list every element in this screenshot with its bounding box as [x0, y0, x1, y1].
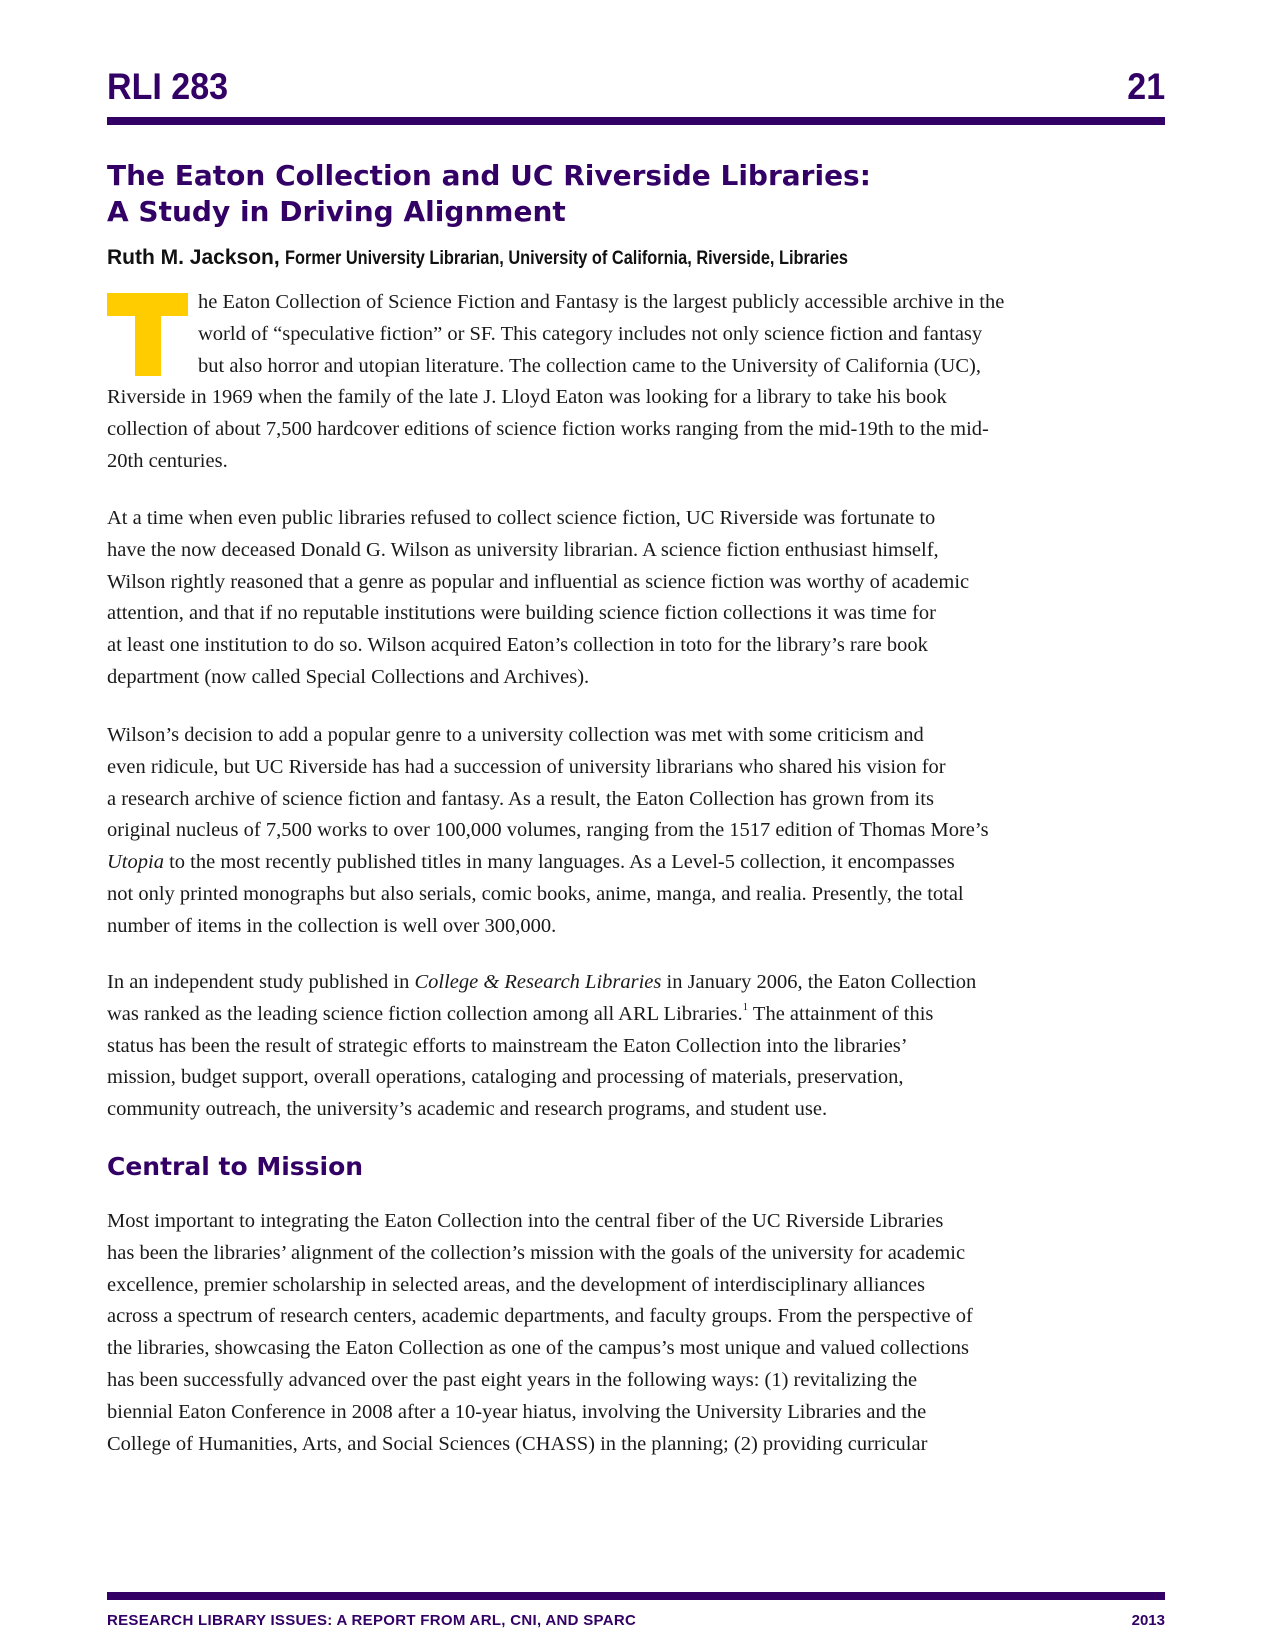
text-line: Wilson rightly reasoned that a genre as popular and influential as science fiction was worthy of academic [107, 570, 970, 593]
text-line: Wilson’s decision to add a popular genre to a university collection was met with some criticism and [107, 724, 924, 746]
text-line: At a time when even public libraries refused to collect science fiction, UC Riverside was fortunate to [107, 507, 936, 529]
paragraph-4 [107, 967, 1165, 1126]
text-line: he Eaton Collection of Science Fiction and Fantasy is the largest publicly accessible archive in the [198, 291, 1005, 313]
paragraph-5 [107, 1206, 1165, 1460]
footer-rule [107, 1592, 1165, 1600]
drop-cap-stem [135, 293, 161, 376]
text-line: has been successfully advanced over the past eight years in the following ways: (1) revitalizing the [107, 1368, 918, 1391]
author-affiliation: Former University Librarian, University of California, Riverside, Libraries [284, 248, 848, 269]
text-line [107, 847, 1165, 879]
footnote-marker[interactable]: 1 [742, 1000, 749, 1013]
text-line: community outreach, the university’s academic and research programs, and student use. [107, 1098, 828, 1121]
text-line: mission, budget support, overall operations, cataloging and processing of materials, preservation, [107, 1066, 904, 1089]
text-line: not only printed monographs but also serials, comic books, anime, manga, and realia. Presently, the total [107, 882, 964, 905]
title-line-1: The Eaton Collection and UC Riverside Libraries: [107, 159, 871, 192]
paragraph-3 [107, 720, 1165, 943]
text-line: attention, and that if no reputable institutions were building science fiction collections it was time for [107, 602, 936, 625]
text-line: College of Humanities, Arts, and Social Sciences (CHASS) in the planning; (2) providing curricular [107, 1432, 928, 1455]
text-line: the libraries, showcasing the Eaton Collection as one of the campus’s most unique and valued collections [107, 1337, 969, 1360]
text-fragment: to the most recently published titles in many languages. As a Level-5 collection, it encompasses [163, 851, 955, 874]
text-line: Most important to integrating the Eaton Collection into the central fiber of the UC Riverside Libraries [107, 1210, 944, 1232]
text-line: Riverside in 1969 when the family of the late J. Lloyd Eaton was looking for a library to take his book [107, 386, 947, 409]
text-line [107, 967, 1165, 999]
text-line: across a spectrum of research centers, academic departments, and faculty groups. From the perspective of [107, 1305, 973, 1328]
text-line: at least one institution to do so. Wilson acquired Eaton’s collection in toto for the library’s rare book [107, 634, 928, 657]
title-line-2: A Study in Driving Alignment [107, 195, 566, 228]
text-fragment: The attainment of this [748, 1002, 934, 1025]
issue-label: RLI 283 [107, 66, 229, 107]
text-line: have the now deceased Donald G. Wilson as university librarian. A science fiction enthusiast himself, [107, 538, 939, 561]
paragraph-2 [107, 503, 1165, 694]
text-fragment: was ranked as the leading science fiction collection among all ARL Libraries. [107, 1002, 743, 1025]
text-line: but also horror and utopian literature. The collection came to the University of California (UC), [198, 354, 981, 377]
text-line: number of items in the collection is well over 300,000. [107, 914, 557, 937]
text-fragment: in January 2006, the Eaton Collection [661, 971, 977, 993]
text-line [107, 999, 1165, 1031]
text-line: biennial Eaton Conference in 2008 after a 10-year hiatus, involving the University Libraries and the [107, 1400, 927, 1423]
header-rule [107, 117, 1165, 125]
author-name: Ruth M. Jackson, [107, 246, 280, 269]
text-line: has been the libraries’ alignment of the collection’s mission with the goals of the university for academic [107, 1241, 966, 1264]
publication-name: RESEARCH LIBRARY ISSUES: A REPORT FROM ARL, CNI, AND SPARC [107, 1612, 637, 1629]
byline [107, 246, 940, 270]
page-number: 21 [1127, 66, 1165, 107]
text-line: even ridicule, but UC Riverside has had a succession of university librarians who shared his vision for [107, 755, 946, 778]
text-line: department (now called Special Collections and Archives). [107, 665, 590, 688]
italic-journal-title: College & Research Libraries [414, 971, 662, 993]
text-line: 20th centuries. [107, 449, 228, 472]
paragraph-1 [107, 287, 1165, 478]
article-title [107, 158, 871, 230]
text-fragment: In an independent study published in [107, 971, 415, 993]
text-line: a research archive of science fiction and fantasy. As a result, the Eaton Collection has grown from its [107, 787, 934, 810]
italic-title-utopia: Utopia [107, 851, 164, 874]
text-line: collection of about 7,500 hardcover editions of science fiction works ranging from the mid-19th to the mid- [107, 418, 989, 441]
running-header [107, 66, 1165, 110]
drop-cap-t [107, 293, 188, 376]
text-line: status has been the result of strategic efforts to mainstream the Eaton Collection into the libraries’ [107, 1034, 908, 1057]
publication-year: 2013 [1131, 1612, 1165, 1629]
section-heading: Central to Mission [107, 1152, 364, 1181]
text-line: original nucleus of 7,500 works to over 100,000 volumes, ranging from the 1517 edition of Thomas More’s [107, 819, 989, 842]
text-line: excellence, premier scholarship in selected areas, and the development of interdisciplinary alliances [107, 1273, 925, 1296]
text-line: world of “speculative fiction” or SF. This category includes not only science fiction and fantasy [198, 322, 983, 345]
